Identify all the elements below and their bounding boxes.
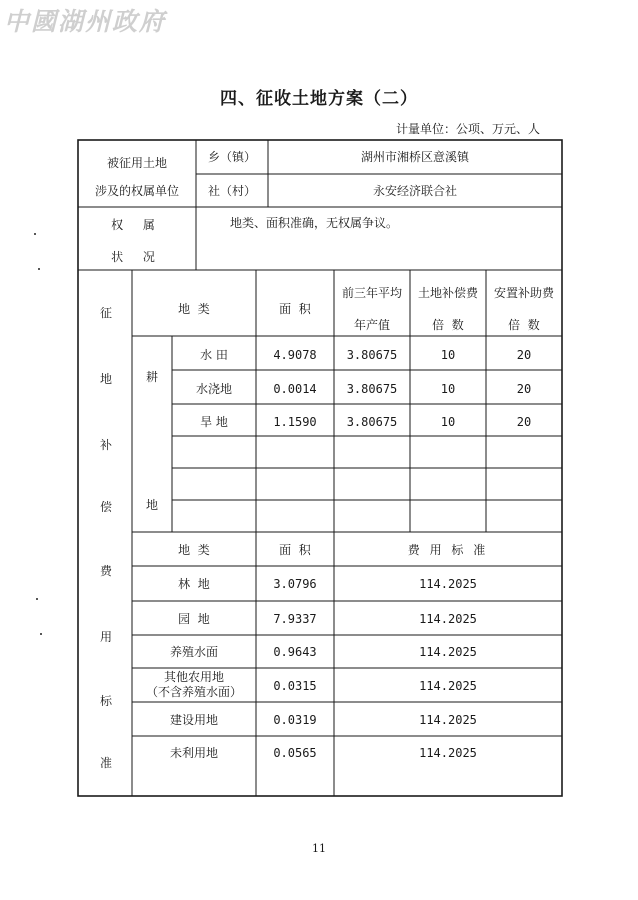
owner-label-line2: 涉及的权属单位 xyxy=(94,184,179,198)
arable-resettle: 20 xyxy=(516,348,532,362)
side-char-1: 征 xyxy=(99,306,112,320)
side-char-4: 偿 xyxy=(99,500,112,514)
page-number: 11 xyxy=(312,842,326,855)
arable-comp: 10 xyxy=(440,382,456,396)
header-resettle-line1: 安置补助费 xyxy=(493,286,554,300)
other-fee: 114.2025 xyxy=(419,577,477,591)
ownership-value: 地类、面积准确，无权属争议。 xyxy=(230,216,399,230)
header-comp-line2: 倍 数 xyxy=(432,318,464,332)
other-header-land-type: 地 类 xyxy=(178,543,210,557)
side-char-7: 标 xyxy=(99,694,112,708)
arable-resettle: 20 xyxy=(516,382,532,396)
header-avg-line2: 年产值 xyxy=(353,318,390,332)
other-type: 其他农用地 （不含养殖水面） xyxy=(145,670,242,699)
arable-area: 1.1590 xyxy=(273,415,317,429)
arable-avg: 3.80675 xyxy=(346,415,398,429)
side-char-5: 费 xyxy=(99,564,112,578)
other-area: 7.9337 xyxy=(273,612,317,626)
ownership-label-line1: 权 属 xyxy=(111,218,163,232)
side-char-6: 用 xyxy=(99,630,112,644)
side-char-8: 准 xyxy=(99,756,112,770)
scan-speck xyxy=(34,233,36,235)
other-type: 未利用地 xyxy=(169,746,218,760)
other-fee: 114.2025 xyxy=(419,746,477,760)
owner-label-line1: 被征用土地 xyxy=(106,156,167,170)
header-avg-line1: 前三年平均 xyxy=(341,286,402,300)
arable-comp: 10 xyxy=(440,415,456,429)
other-fee: 114.2025 xyxy=(419,713,477,727)
unit-note: 计量单位：公项、万元、人 xyxy=(395,122,540,136)
arable-avg: 3.80675 xyxy=(346,348,398,362)
other-area: 0.0319 xyxy=(273,713,317,727)
other-header-fee: 费 用 标 准 xyxy=(407,543,489,557)
other-type: 建设用地 xyxy=(169,713,218,727)
other-fee: 114.2025 xyxy=(419,612,477,626)
side-char-3: 补 xyxy=(99,438,112,452)
other-fee: 114.2025 xyxy=(419,645,477,659)
arable-side-bottom: 地 xyxy=(145,498,158,512)
side-char-2: 地 xyxy=(99,372,112,386)
arable-side-top: 耕 xyxy=(145,370,158,384)
watermark-logo: 中國湖州政府 xyxy=(4,7,167,36)
other-area: 0.0565 xyxy=(273,746,317,760)
scan-speck xyxy=(40,633,42,635)
ownership-label-line2: 状 况 xyxy=(111,250,163,264)
town-value: 湖州市湘桥区意溪镇 xyxy=(360,150,469,164)
arable-type: 水浇地 xyxy=(195,382,232,396)
header-comp-line1: 土地补偿费 xyxy=(417,286,478,300)
arable-resettle: 20 xyxy=(516,415,532,429)
page-title: 四、征收土地方案（二） xyxy=(220,89,418,109)
town-label: 乡（镇） xyxy=(207,150,256,164)
village-value: 永安经济联合社 xyxy=(372,184,457,198)
header-land-type: 地 类 xyxy=(178,302,210,316)
other-area: 0.9643 xyxy=(273,645,317,659)
arable-area: 4.9078 xyxy=(273,348,317,362)
arable-avg: 3.80675 xyxy=(346,382,398,396)
other-type: 园 地 xyxy=(178,612,210,626)
other-type: 林 地 xyxy=(178,577,210,591)
arable-comp: 10 xyxy=(440,348,456,362)
other-area: 3.0796 xyxy=(273,577,317,591)
arable-type: 旱 地 xyxy=(200,415,228,429)
other-fee: 114.2025 xyxy=(419,679,477,693)
arable-type: 水 田 xyxy=(200,348,228,362)
other-type: 养殖水面 xyxy=(169,645,218,659)
other-area: 0.0315 xyxy=(273,679,317,693)
header-area: 面 积 xyxy=(279,302,311,316)
arable-area: 0.0014 xyxy=(273,382,317,396)
other-header-area: 面 积 xyxy=(279,543,311,557)
header-resettle-line2: 倍 数 xyxy=(508,318,540,332)
village-label: 社（村） xyxy=(207,184,256,198)
scan-speck xyxy=(38,268,40,270)
scan-speck xyxy=(36,598,38,600)
